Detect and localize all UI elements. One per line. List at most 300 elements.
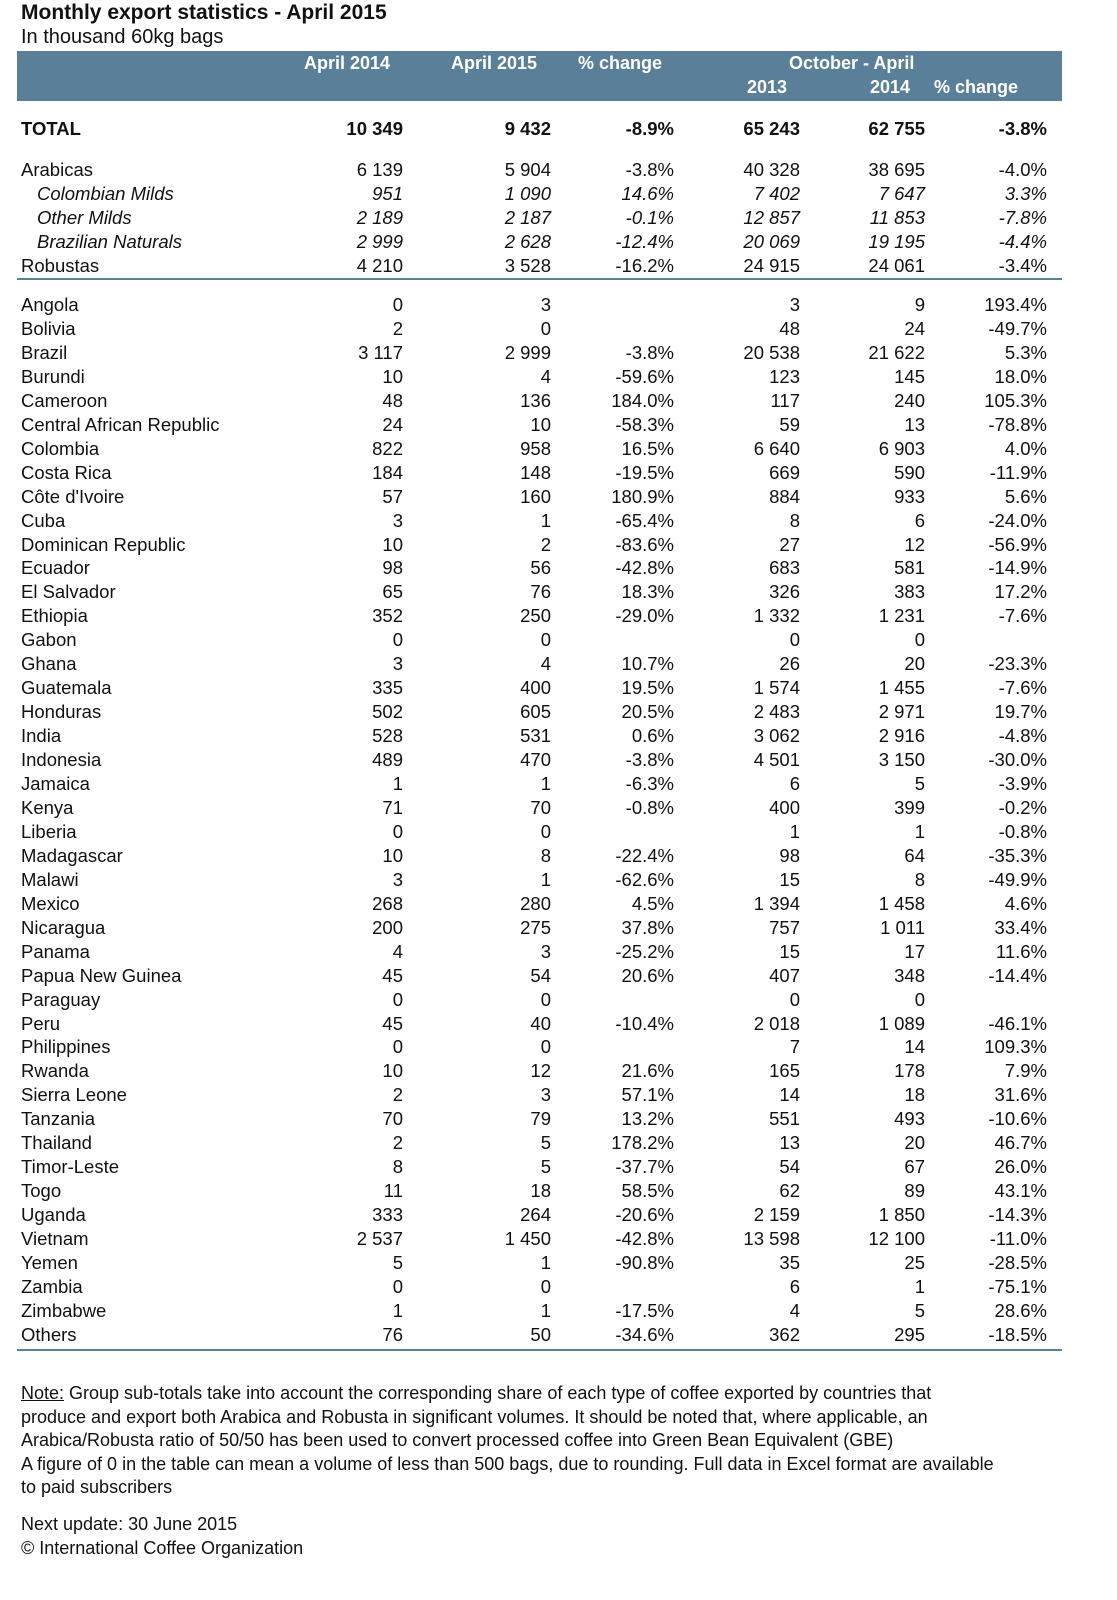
oct-apr-2014-value: 19 195	[868, 231, 925, 252]
copyright: © International Coffee Organization	[21, 1537, 304, 1558]
row-label: Rwanda	[21, 1060, 89, 1082]
oct-apr-pct-change-value: -75.1%	[988, 1275, 1047, 1297]
country-row	[0, 796, 1117, 820]
oct-apr-2013-value: 326	[769, 581, 800, 603]
pct-change-value: -6.3%	[625, 773, 674, 794]
oct-apr-2014-value: 18	[904, 1084, 925, 1106]
oct-apr-pct-change-value: 33.4%	[994, 916, 1047, 938]
oct-apr-2014-value: 7 647	[878, 183, 925, 204]
oct-apr-pct-change-value: -3.4%	[998, 255, 1047, 276]
country-row	[0, 1203, 1117, 1227]
pct-change-value: -3.8%	[625, 749, 674, 771]
april-2015-value: 400	[520, 677, 551, 699]
oct-apr-2013-value: 12 857	[743, 207, 800, 228]
country-row	[0, 1299, 1117, 1323]
oct-apr-pct-change-value: 193.4%	[984, 294, 1047, 315]
oct-apr-pct-change-value: -14.9%	[988, 557, 1047, 579]
april-2015-value: 264	[520, 1204, 551, 1226]
april-2015-value: 10	[530, 413, 551, 435]
april-2015-value: 8	[540, 844, 551, 866]
page-title: Monthly export statistics - April 2015	[21, 1, 387, 24]
oct-apr-pct-change-value: 28.6%	[994, 1299, 1047, 1321]
group-divider	[17, 278, 1062, 280]
pct-change-value: -90.8%	[615, 1252, 674, 1273]
april-2014-value: 10 349	[346, 118, 403, 139]
pct-change-value: 21.6%	[621, 1060, 674, 1082]
oct-apr-2014-value: 67	[904, 1156, 925, 1178]
april-2014-value: 0	[392, 988, 403, 1010]
country-row	[0, 676, 1117, 700]
country-row	[0, 1275, 1117, 1299]
row-label: Togo	[21, 1180, 62, 1202]
oct-apr-2014-value: 590	[894, 461, 925, 483]
country-row	[0, 580, 1117, 604]
april-2014-value: 0	[392, 1275, 403, 1297]
oct-apr-pct-change-value: -7.8%	[998, 207, 1047, 228]
april-2014-value: 352	[372, 605, 403, 627]
oct-apr-2014-value: 383	[894, 581, 925, 603]
oct-apr-2013-value: 48	[779, 317, 800, 339]
notes	[21, 1382, 1001, 1500]
row-label: Paraguay	[21, 988, 101, 1010]
oct-apr-2014-value: 21 622	[868, 341, 925, 363]
country-row	[0, 844, 1117, 868]
oct-apr-pct-change-value: -3.8%	[998, 118, 1047, 139]
oct-apr-2013-value: 27	[779, 533, 800, 555]
row-label: Thailand	[21, 1132, 92, 1154]
oct-apr-2014-value: 1	[914, 1275, 925, 1297]
april-2015-value: 605	[520, 701, 551, 723]
pct-change-value: 16.5%	[621, 437, 674, 459]
country-row	[0, 1107, 1117, 1131]
april-2014-value: 333	[372, 1204, 403, 1226]
april-2015-value: 1	[540, 509, 551, 531]
april-2014-value: 1	[392, 1299, 403, 1321]
row-label: Madagascar	[21, 844, 123, 866]
oct-apr-2014-value: 2 916	[878, 725, 925, 747]
oct-apr-pct-change-value: 5.3%	[1004, 341, 1047, 363]
oct-apr-2014-value: 1 089	[878, 1012, 925, 1034]
row-label: Liberia	[21, 820, 77, 842]
oct-apr-2013-value: 165	[769, 1060, 800, 1082]
country-row	[0, 293, 1117, 317]
country-row	[0, 461, 1117, 485]
oct-apr-2013-value: 683	[769, 557, 800, 579]
oct-apr-2013-value: 2 483	[753, 701, 800, 723]
row-label: Philippines	[21, 1036, 111, 1058]
pct-change-value: -34.6%	[615, 1323, 674, 1345]
oct-apr-2013-value: 123	[769, 365, 800, 387]
oct-apr-2013-value: 62	[779, 1180, 800, 1202]
oct-apr-pct-change-value: -49.9%	[988, 868, 1047, 890]
oct-apr-2013-value: 65 243	[743, 118, 800, 139]
april-2014-value: 57	[382, 485, 403, 507]
oct-apr-2013-value: 7	[789, 1036, 800, 1058]
header-pct-change: % change	[578, 53, 663, 73]
note-text: Group sub-totals take into account the corresponding share of each type of coffee exported by countries that produce and export both Arabica and Robusta in significant volumes. It should be noted that, where applicable, an Arabica/Robusta ratio of 50/50 has been used to convert processed coffee into Green Bean Equivalent (GBE)	[21, 1383, 932, 1450]
oct-apr-2014-value: 1 850	[878, 1204, 925, 1226]
header-april-2015: April 2015	[451, 53, 538, 73]
pct-change-value: 13.2%	[621, 1108, 674, 1130]
pct-change-value: 184.0%	[611, 389, 674, 411]
oct-apr-2013-value: 4	[789, 1299, 800, 1321]
april-2015-value: 76	[530, 581, 551, 603]
country-row	[0, 365, 1117, 389]
country-row	[0, 604, 1117, 628]
pct-change-value: 19.5%	[621, 677, 674, 699]
april-2014-value: 65	[382, 581, 403, 603]
pct-change-value: -16.2%	[615, 255, 674, 276]
oct-apr-pct-change-value: -10.6%	[988, 1108, 1047, 1130]
oct-apr-2013-value: 1 394	[753, 892, 800, 914]
country-row	[0, 1251, 1117, 1275]
pct-change-value: 180.9%	[611, 485, 674, 507]
oct-apr-2014-value: 25	[904, 1252, 925, 1273]
oct-apr-2013-value: 24 915	[743, 255, 800, 276]
april-2015-value: 2 628	[504, 231, 551, 252]
row-label: Uganda	[21, 1204, 86, 1226]
pct-change-value: -58.3%	[615, 413, 674, 435]
country-row	[0, 1131, 1117, 1155]
oct-apr-2013-value: 117	[770, 389, 800, 411]
country-row	[0, 724, 1117, 748]
pct-change-value: 20.6%	[621, 964, 674, 986]
april-2015-value: 56	[530, 557, 551, 579]
row-label: Peru	[21, 1012, 61, 1034]
row-label: Yemen	[21, 1252, 78, 1273]
country-row	[0, 628, 1117, 652]
oct-apr-2013-value: 1 332	[753, 605, 800, 627]
oct-apr-pct-change-value: -4.4%	[998, 231, 1047, 252]
country-row	[0, 820, 1117, 844]
oct-apr-pct-change-value: -30.0%	[988, 749, 1047, 771]
row-label: Angola	[21, 294, 79, 315]
country-row	[0, 317, 1117, 341]
oct-apr-2014-value: 399	[894, 796, 925, 818]
oct-apr-2013-value: 3	[789, 294, 800, 315]
april-2015-value: 4	[540, 365, 551, 387]
country-row	[0, 964, 1117, 988]
oct-apr-pct-change-value: 4.0%	[1004, 437, 1047, 459]
oct-apr-2014-value: 5	[914, 773, 925, 794]
april-2015-value: 275	[520, 916, 551, 938]
april-2015-value: 250	[520, 605, 551, 627]
oct-apr-pct-change-value: -23.3%	[988, 653, 1047, 675]
country-row	[0, 1179, 1117, 1203]
country-row	[0, 341, 1117, 365]
oct-apr-pct-change-value: 105.3%	[984, 389, 1047, 411]
april-2015-value: 5	[540, 1132, 551, 1154]
oct-apr-2013-value: 669	[769, 461, 800, 483]
row-label: Zambia	[21, 1275, 83, 1297]
oct-apr-2014-value: 178	[894, 1060, 925, 1082]
april-2015-value: 12	[530, 1060, 551, 1082]
oct-apr-2014-value: 0	[914, 629, 925, 651]
country-row	[0, 940, 1117, 964]
country-row	[0, 1227, 1117, 1251]
pct-change-value: 0.6%	[631, 725, 674, 747]
april-2015-value: 160	[520, 485, 551, 507]
group-row	[0, 230, 1117, 254]
oct-apr-pct-change-value: 46.7%	[994, 1132, 1047, 1154]
country-row	[0, 1012, 1117, 1036]
row-label: Panama	[21, 940, 90, 962]
oct-apr-pct-change-value: 18.0%	[994, 365, 1047, 387]
oct-apr-2013-value: 13	[779, 1132, 800, 1154]
april-2014-value: 2	[392, 317, 403, 339]
april-2014-value: 268	[372, 892, 403, 914]
oct-apr-2014-value: 24	[904, 317, 925, 339]
oct-apr-2014-value: 6	[914, 509, 925, 531]
row-label: Cuba	[21, 509, 66, 531]
oct-apr-2013-value: 20 069	[743, 231, 800, 252]
row-label: Bolivia	[21, 317, 76, 339]
pct-change-value: -8.9%	[625, 118, 674, 139]
pct-change-value: -17.5%	[615, 1299, 674, 1321]
pct-change-value: -42.8%	[615, 557, 674, 579]
country-row	[0, 485, 1117, 509]
pct-change-value: -37.7%	[615, 1156, 674, 1178]
row-label: Côte d'Ivoire	[21, 485, 125, 507]
oct-apr-pct-change-value: 31.6%	[994, 1084, 1047, 1106]
april-2014-value: 8	[392, 1156, 403, 1178]
row-label: El Salvador	[21, 581, 116, 603]
april-2015-value: 0	[540, 629, 551, 651]
april-2015-value: 0	[540, 1036, 551, 1058]
row-label: Vietnam	[21, 1228, 89, 1250]
oct-apr-2014-value: 1 231	[878, 605, 925, 627]
footer	[21, 1513, 303, 1560]
april-2015-value: 0	[540, 317, 551, 339]
oct-apr-2014-value: 89	[904, 1180, 925, 1202]
oct-apr-2013-value: 551	[769, 1108, 800, 1130]
oct-apr-2014-value: 5	[914, 1299, 925, 1321]
oct-apr-2014-value: 348	[894, 964, 925, 986]
country-row	[0, 389, 1117, 413]
oct-apr-pct-change-value: -11.0%	[989, 1228, 1047, 1250]
oct-apr-2013-value: 1 574	[753, 677, 800, 699]
row-label: Ghana	[21, 653, 77, 675]
april-2014-value: 2 537	[356, 1228, 403, 1250]
oct-apr-pct-change-value: -14.4%	[988, 964, 1047, 986]
april-2014-value: 2 189	[356, 207, 403, 228]
april-2015-value: 531	[520, 725, 551, 747]
country-row	[0, 772, 1117, 796]
header-2013: 2013	[747, 77, 788, 97]
oct-apr-pct-change-value: -35.3%	[988, 844, 1047, 866]
row-label: Tanzania	[21, 1108, 96, 1130]
april-2015-value: 40	[530, 1012, 551, 1034]
april-2015-value: 2 999	[504, 341, 551, 363]
group-row	[0, 182, 1117, 206]
country-row	[0, 437, 1117, 461]
row-label: Papua New Guinea	[21, 964, 182, 986]
row-label: Gabon	[21, 629, 77, 651]
country-row	[0, 556, 1117, 580]
april-2015-value: 2	[540, 533, 551, 555]
april-2015-value: 5	[540, 1156, 551, 1178]
oct-apr-2013-value: 0	[789, 988, 800, 1010]
april-2014-value: 5	[392, 1252, 403, 1273]
oct-apr-2014-value: 1 455	[878, 677, 925, 699]
april-2014-value: 0	[392, 629, 403, 651]
april-2014-value: 1	[392, 773, 403, 794]
oct-apr-2013-value: 757	[769, 916, 800, 938]
pct-change-value: -3.8%	[625, 341, 674, 363]
april-2014-value: 76	[382, 1323, 403, 1345]
country-row	[0, 916, 1117, 940]
oct-apr-pct-change-value: -18.5%	[988, 1323, 1047, 1345]
april-2014-value: 24	[382, 413, 403, 435]
row-label: Nicaragua	[21, 916, 106, 938]
april-2014-value: 335	[372, 677, 403, 699]
april-2014-value: 45	[382, 964, 403, 986]
oct-apr-2013-value: 15	[779, 868, 800, 890]
row-label: Brazil	[21, 341, 68, 363]
pct-change-value: 4.5%	[631, 892, 674, 914]
oct-apr-pct-change-value: 4.6%	[1004, 892, 1047, 914]
april-2014-value: 0	[392, 1036, 403, 1058]
oct-apr-pct-change-value: 11.6%	[995, 940, 1047, 962]
oct-apr-pct-change-value: -7.6%	[998, 677, 1047, 699]
oct-apr-pct-change-value: -0.8%	[998, 820, 1047, 842]
oct-apr-2014-value: 2 971	[878, 701, 925, 723]
april-2015-value: 0	[540, 1275, 551, 1297]
pct-change-value: 18.3%	[621, 581, 674, 603]
april-2014-value: 822	[372, 437, 403, 459]
oct-apr-pct-change-value: 26.0%	[994, 1156, 1047, 1178]
april-2015-value: 3 528	[504, 255, 551, 276]
row-label: TOTAL	[21, 118, 81, 139]
april-2014-value: 489	[372, 749, 403, 771]
total-row	[0, 117, 1117, 141]
pct-change-value: -0.8%	[625, 796, 674, 818]
oct-apr-2013-value: 20 538	[743, 341, 800, 363]
april-2015-value: 0	[540, 820, 551, 842]
april-2014-value: 11	[383, 1180, 403, 1202]
row-label: Central African Republic	[21, 413, 220, 435]
oct-apr-2013-value: 6	[789, 773, 800, 794]
row-label: Zimbabwe	[21, 1299, 107, 1321]
header-period-pct-change: % change	[934, 77, 1019, 97]
oct-apr-2014-value: 12	[904, 533, 925, 555]
april-2014-value: 6 139	[356, 159, 403, 180]
oct-apr-2014-value: 933	[894, 485, 925, 507]
oct-apr-2014-value: 1 458	[878, 892, 925, 914]
april-2014-value: 200	[372, 916, 403, 938]
april-2014-value: 98	[382, 557, 403, 579]
oct-apr-2013-value: 40 328	[743, 159, 800, 180]
april-2015-value: 148	[520, 461, 551, 483]
pct-change-value: -59.6%	[615, 365, 674, 387]
oct-apr-pct-change-value: 7.9%	[1004, 1060, 1047, 1082]
oct-apr-2013-value: 8	[789, 509, 800, 531]
april-2015-value: 136	[520, 389, 551, 411]
april-2015-value: 1	[540, 868, 551, 890]
oct-apr-2013-value: 362	[769, 1323, 800, 1345]
oct-apr-2013-value: 35	[779, 1252, 800, 1273]
april-2015-value: 1	[540, 1299, 551, 1321]
row-label: Arabicas	[21, 159, 93, 180]
page-subtitle: In thousand 60kg bags	[21, 26, 224, 48]
april-2014-value: 2	[392, 1132, 403, 1154]
april-2014-value: 4	[392, 940, 403, 962]
oct-apr-pct-change-value: 109.3%	[984, 1036, 1047, 1058]
april-2014-value: 3	[392, 653, 403, 675]
oct-apr-2014-value: 38 695	[868, 159, 925, 180]
oct-apr-2013-value: 26	[779, 653, 800, 675]
oct-apr-pct-change-value: -4.0%	[998, 159, 1047, 180]
oct-apr-2013-value: 6 640	[753, 437, 800, 459]
country-row	[0, 892, 1117, 916]
oct-apr-pct-change-value: 43.1%	[994, 1180, 1047, 1202]
oct-apr-2014-value: 12 100	[868, 1228, 925, 1250]
oct-apr-pct-change-value: 3.3%	[1004, 183, 1047, 204]
oct-apr-2014-value: 17	[904, 940, 925, 962]
oct-apr-2014-value: 8	[914, 868, 925, 890]
row-label: Other Milds	[37, 207, 132, 228]
country-row	[0, 1035, 1117, 1059]
april-2015-value: 958	[520, 437, 551, 459]
row-label: Guatemala	[21, 677, 112, 699]
country-row	[0, 748, 1117, 772]
oct-apr-2013-value: 1	[789, 820, 800, 842]
oct-apr-pct-change-value: -28.5%	[988, 1252, 1047, 1273]
april-2014-value: 184	[372, 461, 403, 483]
pct-change-value: -12.4%	[615, 231, 674, 252]
oct-apr-pct-change-value: 19.7%	[994, 701, 1047, 723]
april-2014-value: 4 210	[356, 255, 403, 276]
row-label: India	[21, 725, 62, 747]
row-label: Ecuador	[21, 557, 90, 579]
row-label: Costa Rica	[21, 461, 112, 483]
oct-apr-2013-value: 7 402	[753, 183, 800, 204]
april-2014-value: 0	[392, 820, 403, 842]
group-row	[0, 206, 1117, 230]
oct-apr-2013-value: 13 598	[743, 1228, 800, 1250]
pct-change-value: -10.4%	[615, 1012, 674, 1034]
oct-apr-pct-change-value: -49.7%	[988, 317, 1047, 339]
april-2014-value: 48	[382, 389, 403, 411]
country-row	[0, 988, 1117, 1012]
oct-apr-pct-change-value: 5.6%	[1004, 485, 1047, 507]
oct-apr-2013-value: 3 062	[753, 725, 800, 747]
april-2015-value: 70	[530, 796, 551, 818]
oct-apr-pct-change-value: -56.9%	[988, 533, 1047, 555]
april-2014-value: 3 117	[358, 341, 403, 363]
next-update: Next update: 30 June 2015	[21, 1514, 238, 1534]
oct-apr-2013-value: 14	[779, 1084, 800, 1106]
pct-change-value: -62.6%	[615, 868, 674, 890]
april-2015-value: 1	[540, 773, 551, 794]
pct-change-value: 10.7%	[621, 653, 674, 675]
oct-apr-2013-value: 59	[779, 413, 800, 435]
row-label: Mexico	[21, 892, 80, 914]
oct-apr-pct-change-value: -46.1%	[988, 1012, 1047, 1034]
april-2015-value: 50	[530, 1323, 551, 1345]
oct-apr-2014-value: 0	[914, 988, 925, 1010]
oct-apr-2013-value: 2 159	[753, 1204, 800, 1226]
oct-apr-pct-change-value: -4.8%	[998, 725, 1047, 747]
row-label: Robustas	[21, 255, 100, 276]
group-row	[0, 254, 1117, 278]
april-2015-value: 1	[540, 1252, 551, 1273]
april-2014-value: 2	[392, 1084, 403, 1106]
pct-change-value: -25.2%	[615, 940, 674, 962]
oct-apr-2013-value: 0	[789, 629, 800, 651]
april-2014-value: 71	[382, 796, 403, 818]
header-period-group: October - April	[789, 53, 915, 73]
